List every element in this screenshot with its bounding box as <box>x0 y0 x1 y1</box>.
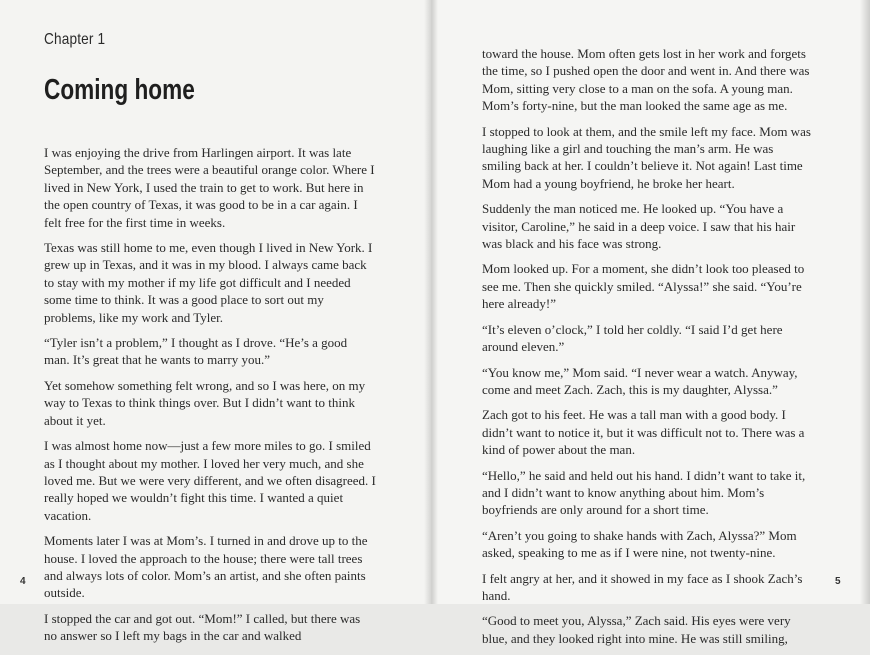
page-edge <box>860 0 870 604</box>
left-page <box>0 0 430 644</box>
chapter-title: Coming home <box>44 74 195 106</box>
paragraph: Mom looked up. For a moment, she didn’t look too pleased to see me. Then she quickly smiled. “Alyssa!” she said. “You’re here already!” <box>482 261 805 312</box>
left-page-body <box>44 144 376 653</box>
paragraph: Suddenly the man noticed me. He looked up. “You have a visitor, Caroline,” he said in a deep voice. I saw that his hair was black and his face was strong. <box>482 201 796 252</box>
book-gutter <box>424 0 438 604</box>
page-number-right: 5 <box>835 576 841 587</box>
paragraph: Zach got to his feet. He was a tall man with a good body. I didn’t want to notice it, but it was difficult not to. There was a kind of power about the man. <box>482 407 805 458</box>
paragraph: “Hello,” he said and held out his hand. I didn’t want to take it, and I didn’t want to know anything about him. Mom’s boyfriends are only around for a short time. <box>482 467 806 518</box>
paragraph: Moments later I was at Mom’s. I turned in and drove up to the house. I loved the approach to the house; there were tall trees and always lots of color. Mom’s an artist, and she often paints outside. <box>44 533 368 601</box>
paragraph: Texas was still home to me, even though I lived in New York. I grew up in Texas, and it was in my blood. I always came back to stay with my mother if my life got difficult and I needed some time to think. It was a good place to sort out my problems, like my work and Tyler. <box>44 240 373 325</box>
paragraph: “Tyler isn’t a problem,” I thought as I drove. “He’s a good man. It’s great that he wants to marry you.” <box>44 335 348 368</box>
paragraph: I was enjoying the drive from Harlingen airport. It was late September, and the trees were a beautiful orange color. Where I lived in New York, I used the train to get to work. But here in the open country of Texas, it was good to be in a car again. I felt free for the first time in weeks. <box>44 145 375 230</box>
paragraph: Yet somehow something felt wrong, and so I was here, on my way to Texas to think things over. But I didn’t want to think about it yet. <box>44 377 366 428</box>
paragraph: I stopped to look at them, and the smile left my face. Mom was laughing like a girl and touching the man’s arm. He was smiling back at her. I couldn’t believe it. Not again! Last time Mom had a young boyfriend, he broke her heart. <box>482 123 811 191</box>
paragraph: “It’s eleven o’clock,” I told her coldly. “I said I’d get here around eleven.” <box>482 321 783 355</box>
paragraph: I felt angry at her, and it showed in my face as I shook Zach’s hand. <box>482 570 803 603</box>
paragraph: “Aren’t you going to shake hands with Zach, Alyssa?” Mom asked, speaking to me as if I were nine, not twenty-nine. <box>482 527 797 561</box>
page-number-left: 4 <box>20 576 26 587</box>
right-page <box>432 0 860 646</box>
right-page-body <box>482 45 812 655</box>
paragraph: I was almost home now—just a few more miles to go. I smiled as I thought about my mother. I loved her very much, and she loved me. But we were very different, and we often disagreed. I really hoped we wouldn’t fight this time. I wanted a quiet vacation. <box>44 438 376 523</box>
paragraph: I stopped the car and got out. “Mom!” I called, but there was no answer so I left my bags in the car and walked <box>44 610 361 644</box>
chapter-label: Chapter 1 <box>44 31 106 48</box>
paragraph: toward the house. Mom often gets lost in her work and forgets the time, so I pushed open the door and went in. And there was Mom, sitting very close to a man on the sofa. A young man. Mom’s forty-nine, but the man looked the same age as me. <box>482 46 810 114</box>
paragraph: “Good to meet you, Alyssa,” Zach said. His eyes were very blue, and they looked right into mine. He was still smiling, <box>482 613 791 646</box>
paragraph: “You know me,” Mom said. “I never wear a watch. Anyway, come and meet Zach. Zach, this is my daughter, Alyssa.” <box>482 364 798 397</box>
